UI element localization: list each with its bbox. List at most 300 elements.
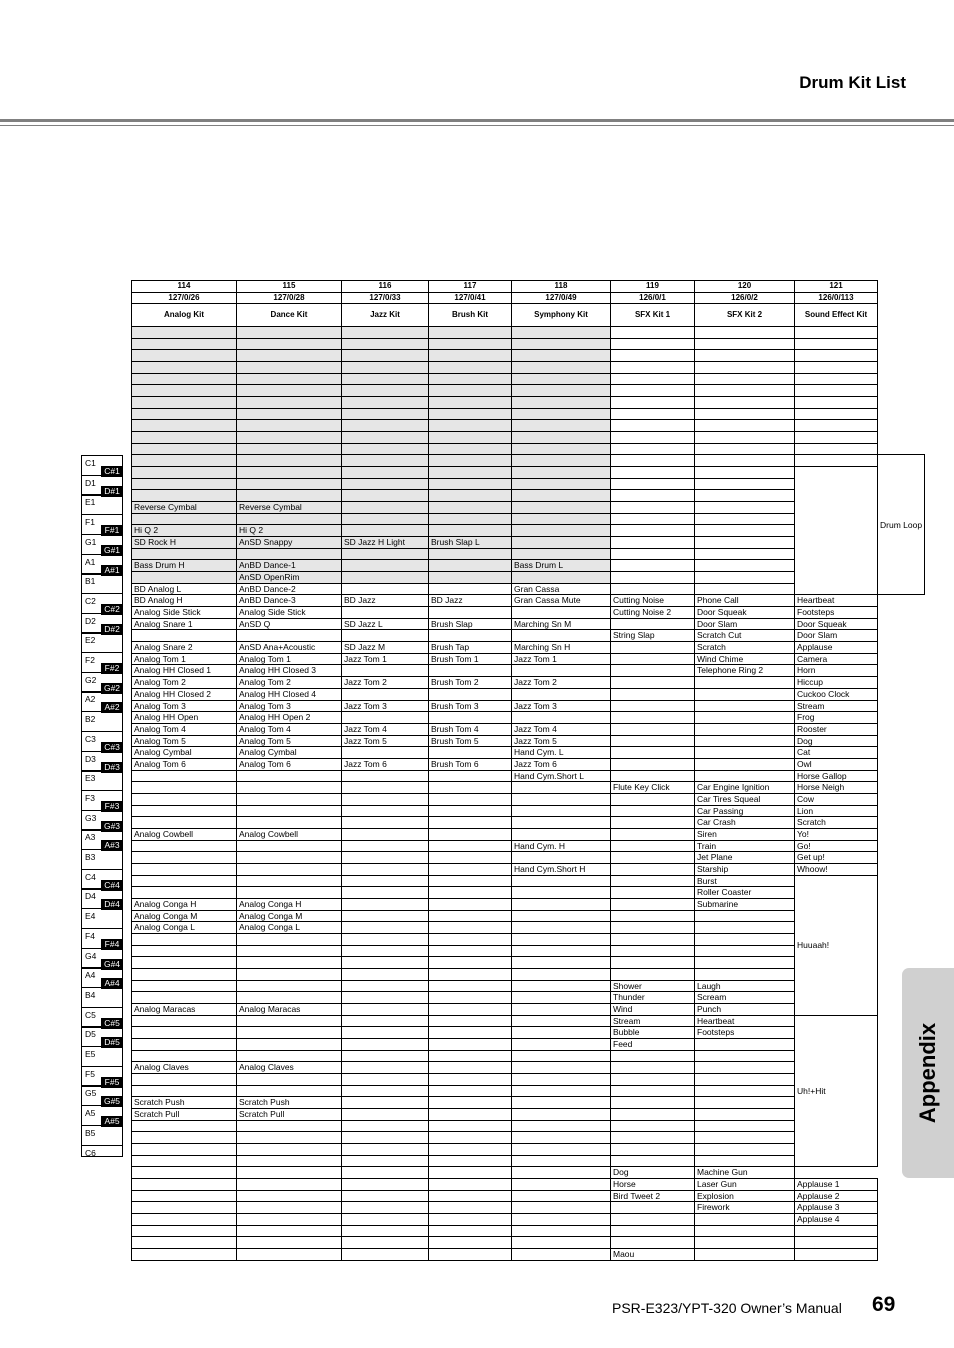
- table-cell: [695, 478, 795, 490]
- table-cell: [611, 945, 695, 957]
- table-cell: [429, 607, 512, 619]
- table-cell: [429, 1097, 512, 1109]
- table-cell: [795, 1225, 878, 1237]
- table-cell: [132, 548, 237, 560]
- table-cell: [237, 455, 342, 467]
- table-cell: [695, 572, 795, 584]
- table-cell: Analog Tom 2: [132, 677, 237, 689]
- table-cell: [429, 572, 512, 584]
- table-cell: [611, 397, 695, 409]
- table-row: [132, 828, 925, 840]
- table-cell: [429, 513, 512, 525]
- white-key: C3: [81, 731, 123, 752]
- header-cell: 121: [795, 281, 878, 293]
- table-cell: [429, 817, 512, 829]
- table-row: [132, 560, 925, 572]
- table-cell: [429, 1190, 512, 1202]
- table-cell: [342, 1109, 429, 1121]
- table-cell: Brush Tom 2: [429, 677, 512, 689]
- table-cell: Analog Cowbell: [132, 828, 237, 840]
- table-row: [132, 630, 925, 642]
- table-row: [132, 548, 925, 560]
- table-cell: [342, 490, 429, 502]
- table-cell: [512, 490, 611, 502]
- table-cell: Yo!: [795, 828, 878, 840]
- table-cell: [695, 968, 795, 980]
- table-cell: [795, 455, 878, 467]
- table-cell: [512, 1038, 611, 1050]
- table-cell: [695, 338, 795, 350]
- table-cell: [611, 723, 695, 735]
- table-cell: Applause: [795, 642, 878, 654]
- table-cell: [342, 1003, 429, 1015]
- table-cell: [237, 443, 342, 455]
- table-cell: Laser Gun: [695, 1179, 795, 1191]
- table-cell: [429, 957, 512, 969]
- table-cell: [695, 712, 795, 724]
- table-cell: [429, 1225, 512, 1237]
- table-cell: [342, 1249, 429, 1261]
- table-cell: [611, 852, 695, 864]
- table-cell: [695, 723, 795, 735]
- table-cell: [611, 548, 695, 560]
- table-cell: [132, 373, 237, 385]
- table-cell: [512, 572, 611, 584]
- table-cell: [611, 712, 695, 724]
- table-cell: [342, 1027, 429, 1039]
- table-cell: Stream: [611, 1015, 695, 1027]
- table-cell: [132, 840, 237, 852]
- table-cell: [512, 525, 611, 537]
- table-cell: Shower: [611, 980, 695, 992]
- table-cell: [512, 980, 611, 992]
- table-row: [132, 665, 925, 677]
- table-cell: [429, 992, 512, 1004]
- table-cell: [132, 1120, 237, 1132]
- table-cell: [429, 490, 512, 502]
- table-cell: Analog HH Closed 1: [132, 665, 237, 677]
- table-cell: Cutting Noise: [611, 595, 695, 607]
- table-cell: [611, 583, 695, 595]
- table-cell: [695, 1237, 795, 1249]
- table-cell: [429, 373, 512, 385]
- table-cell: [429, 712, 512, 724]
- table-cell: [237, 1015, 342, 1027]
- table-cell: [342, 957, 429, 969]
- table-cell: [512, 373, 611, 385]
- table-cell: [429, 1003, 512, 1015]
- table-cell: BD Analog L: [132, 583, 237, 595]
- table-cell: [795, 385, 878, 397]
- table-cell: [237, 770, 342, 782]
- table-cell: [611, 1074, 695, 1086]
- table-cell: [342, 1190, 429, 1202]
- table-cell: [429, 793, 512, 805]
- table-cell: [342, 945, 429, 957]
- table-cell: [512, 1109, 611, 1121]
- table-cell: [342, 688, 429, 700]
- table-row: [132, 1179, 925, 1191]
- table-row: [132, 572, 925, 584]
- table-cell: Marching Sn M: [512, 618, 611, 630]
- table-cell: [695, 385, 795, 397]
- table-cell: [611, 653, 695, 665]
- table-row: [132, 408, 925, 420]
- table-cell: Wind Chime: [695, 653, 795, 665]
- table-cell: Hand Cym. L: [512, 747, 611, 759]
- table-cell: [512, 607, 611, 619]
- white-key: E3: [81, 770, 123, 791]
- table-cell: [512, 630, 611, 642]
- table-cell: [342, 1097, 429, 1109]
- table-cell: Jazz Tom 4: [512, 723, 611, 735]
- table-cell: [512, 793, 611, 805]
- table-cell: [429, 828, 512, 840]
- table-cell: [695, 957, 795, 969]
- table-cell: [237, 782, 342, 794]
- table-cell: [695, 548, 795, 560]
- table-cell: Hi Q 2: [237, 525, 342, 537]
- table-cell: [132, 350, 237, 362]
- table-cell: [342, 1155, 429, 1167]
- table-cell: [342, 607, 429, 619]
- table-cell: [429, 338, 512, 350]
- table-cell: [512, 408, 611, 420]
- table-cell: [795, 408, 878, 420]
- table-cell: [342, 373, 429, 385]
- table-cell: [237, 420, 342, 432]
- table-cell: [237, 863, 342, 875]
- white-key: D4: [81, 888, 123, 909]
- table-cell: SD Jazz L: [342, 618, 429, 630]
- table-cell: Hand Cym.Short L: [512, 770, 611, 782]
- table-cell: [512, 1202, 611, 1214]
- table-cell: [429, 350, 512, 362]
- appendix-tab: [902, 968, 954, 1178]
- table-cell: Car Passing: [695, 805, 795, 817]
- header-cell: Jazz Kit: [342, 304, 429, 327]
- table-cell: [342, 898, 429, 910]
- table-cell: [512, 350, 611, 362]
- table-cell: Maou: [611, 1249, 695, 1261]
- table-cell: Scratch Push: [132, 1097, 237, 1109]
- header-cell: 118: [512, 281, 611, 293]
- header-cell: Dance Kit: [237, 304, 342, 327]
- table-cell: [342, 1167, 429, 1179]
- table-cell: [512, 1050, 611, 1062]
- table-cell: [132, 362, 237, 374]
- table-cell: [132, 1214, 237, 1226]
- table-cell: [132, 1027, 237, 1039]
- table-cell: BD Analog H: [132, 595, 237, 607]
- table-cell: [611, 957, 695, 969]
- white-key: B3: [81, 849, 123, 870]
- table-cell: [512, 898, 611, 910]
- table-cell: [237, 1050, 342, 1062]
- table-cell: [342, 408, 429, 420]
- table-cell: [611, 875, 695, 887]
- table-cell: [611, 1062, 695, 1074]
- table-cell: [611, 700, 695, 712]
- table-header-row: [132, 304, 925, 327]
- black-key: F#5: [101, 1077, 123, 1088]
- header-cell: 126/0/113: [795, 292, 878, 304]
- table-cell: Hand Cym.Short H: [512, 863, 611, 875]
- table-cell: [132, 817, 237, 829]
- table-cell: [611, 665, 695, 677]
- table-cell: [695, 1120, 795, 1132]
- table-cell: [512, 1237, 611, 1249]
- table-cell: [132, 455, 237, 467]
- table-cell: [611, 910, 695, 922]
- table-cell: [132, 992, 237, 1004]
- white-key: E1: [81, 494, 123, 515]
- table-cell: [695, 758, 795, 770]
- table-cell: Feed: [611, 1038, 695, 1050]
- table-cell: Brush Slap L: [429, 537, 512, 549]
- table-cell: [237, 373, 342, 385]
- table-cell: [611, 1085, 695, 1097]
- table-cell: [512, 968, 611, 980]
- table-cell: [429, 1015, 512, 1027]
- table-cell: [132, 1202, 237, 1214]
- header-cell: 114: [132, 281, 237, 293]
- table-cell: [342, 548, 429, 560]
- white-key: A1: [81, 554, 123, 575]
- white-key: D1: [81, 475, 123, 496]
- table-row: [132, 525, 925, 537]
- table-cell: [429, 1132, 512, 1144]
- black-key: G#4: [101, 959, 123, 970]
- black-key: C#2: [101, 604, 123, 615]
- table-cell: Analog Tom 6: [237, 758, 342, 770]
- table-cell: [342, 1074, 429, 1086]
- table-cell: [429, 432, 512, 444]
- header-cell: 127/0/49: [512, 292, 611, 304]
- table-cell: [512, 1074, 611, 1086]
- table-cell: [132, 793, 237, 805]
- white-key: G3: [81, 810, 123, 831]
- table-cell: [237, 350, 342, 362]
- white-key: A3: [81, 829, 123, 850]
- white-key: F4: [81, 928, 123, 949]
- table-cell: [429, 1120, 512, 1132]
- table-row: [132, 1190, 925, 1202]
- table-row: [132, 373, 925, 385]
- table-cell: [237, 362, 342, 374]
- table-cell: [429, 1179, 512, 1191]
- table-cell: Reverse Cymbal: [237, 502, 342, 514]
- table-cell: Analog Side Stick: [132, 607, 237, 619]
- table-cell: [342, 887, 429, 899]
- table-cell: [132, 420, 237, 432]
- table-cell: Footsteps: [795, 607, 878, 619]
- table-cell: Hiccup: [795, 677, 878, 689]
- table-cell: [342, 992, 429, 1004]
- table-cell: Analog Tom 2: [237, 677, 342, 689]
- black-key: G#3: [101, 821, 123, 832]
- table-cell: [611, 338, 695, 350]
- table-cell: Brush Tom 5: [429, 735, 512, 747]
- table-cell: [429, 1062, 512, 1074]
- table-cell: [611, 467, 695, 479]
- table-cell: Analog Snare 2: [132, 642, 237, 654]
- table-cell: [611, 1120, 695, 1132]
- table-row: [132, 875, 925, 887]
- table-cell: [342, 572, 429, 584]
- header-cell: Symphony Kit: [512, 304, 611, 327]
- header-rule-thin: [0, 125, 954, 126]
- white-key: C2: [81, 593, 123, 614]
- header-rule: [0, 119, 954, 122]
- table-cell: [611, 408, 695, 420]
- keyboard-diagram: [81, 455, 124, 1164]
- table-cell: [512, 688, 611, 700]
- table-cell: [695, 1249, 795, 1261]
- table-cell: [342, 1237, 429, 1249]
- table-cell: [611, 373, 695, 385]
- table-cell: Submarine: [695, 898, 795, 910]
- table-cell: [237, 548, 342, 560]
- table-cell: [237, 793, 342, 805]
- table-row: [132, 747, 925, 759]
- table-cell: [611, 735, 695, 747]
- table-cell: Brush Tom 1: [429, 653, 512, 665]
- table-cell: [429, 980, 512, 992]
- table-cell: [237, 397, 342, 409]
- table-row: [132, 642, 925, 654]
- black-key: F#3: [101, 801, 123, 812]
- table-cell: [429, 385, 512, 397]
- white-key: D5: [81, 1026, 123, 1047]
- white-key: F2: [81, 652, 123, 673]
- table-cell: [132, 863, 237, 875]
- table-cell: [342, 817, 429, 829]
- header-cell: 127/0/28: [237, 292, 342, 304]
- table-cell: [342, 478, 429, 490]
- black-key: D#4: [101, 899, 123, 910]
- table-cell: [342, 712, 429, 724]
- table-cell: [611, 432, 695, 444]
- table-cell: Analog Conga L: [237, 922, 342, 934]
- table-cell: Jazz Tom 6: [512, 758, 611, 770]
- table-cell: [512, 467, 611, 479]
- table-cell: Door Squeak: [695, 607, 795, 619]
- table-cell: [611, 688, 695, 700]
- table-cell: [695, 502, 795, 514]
- table-cell: [429, 770, 512, 782]
- table-cell: [237, 1237, 342, 1249]
- table-row: [132, 583, 925, 595]
- header-cell: Brush Kit: [429, 304, 512, 327]
- appendix-tab-label: Appendix: [915, 1022, 940, 1124]
- table-cell: [132, 782, 237, 794]
- table-cell: Stream: [795, 700, 878, 712]
- table-cell: [429, 898, 512, 910]
- table-cell: [237, 1144, 342, 1156]
- table-cell: [132, 490, 237, 502]
- table-cell: [132, 1144, 237, 1156]
- table-cell: [237, 327, 342, 339]
- table-row: [132, 420, 925, 432]
- table-cell: [429, 852, 512, 864]
- table-cell: [342, 852, 429, 864]
- table-cell: [132, 1050, 237, 1062]
- table-cell: Bubble: [611, 1027, 695, 1039]
- table-cell: [795, 443, 878, 455]
- table-cell: [795, 432, 878, 444]
- merged-cell: Huuaah!: [795, 875, 878, 1015]
- white-key: A5: [81, 1105, 123, 1126]
- table-row: [132, 502, 925, 514]
- table-cell: Jazz Tom 5: [512, 735, 611, 747]
- table-cell: [695, 1038, 795, 1050]
- table-cell: AnBD Dance-2: [237, 583, 342, 595]
- table-cell: [429, 1109, 512, 1121]
- table-header-row: [132, 281, 925, 293]
- table-cell: [512, 327, 611, 339]
- table-cell: [342, 1085, 429, 1097]
- table-cell: [429, 1074, 512, 1086]
- table-cell: Scratch Pull: [237, 1109, 342, 1121]
- table-cell: [342, 840, 429, 852]
- table-cell: [611, 805, 695, 817]
- table-cell: [512, 1027, 611, 1039]
- table-cell: Brush Tap: [429, 642, 512, 654]
- table-cell: [237, 1167, 342, 1179]
- black-key: G#2: [101, 683, 123, 694]
- table-cell: [237, 1085, 342, 1097]
- table-cell: [695, 1050, 795, 1062]
- table-cell: BD Jazz: [429, 595, 512, 607]
- table-cell: Scratch: [695, 642, 795, 654]
- table-cell: [695, 513, 795, 525]
- table-row: [132, 537, 925, 549]
- table-cell: [429, 583, 512, 595]
- table-cell: [429, 1050, 512, 1062]
- table-cell: [429, 968, 512, 980]
- table-cell: SD Jazz M: [342, 642, 429, 654]
- table-cell: Analog Claves: [132, 1062, 237, 1074]
- table-cell: [342, 793, 429, 805]
- table-cell: Cutting Noise 2: [611, 607, 695, 619]
- table-cell: [512, 548, 611, 560]
- table-row: [132, 1202, 925, 1214]
- table-cell: [695, 945, 795, 957]
- table-cell: [342, 467, 429, 479]
- table-cell: Hi Q 2: [132, 525, 237, 537]
- table-cell: [237, 945, 342, 957]
- table-cell: Train: [695, 840, 795, 852]
- table-cell: [611, 887, 695, 899]
- table-cell: [512, 1120, 611, 1132]
- table-cell: [695, 1144, 795, 1156]
- table-cell: [342, 933, 429, 945]
- table-cell: [429, 665, 512, 677]
- table-cell: [429, 455, 512, 467]
- table-cell: [237, 1027, 342, 1039]
- table-cell: Bass Drum L: [512, 560, 611, 572]
- table-cell: Scratch Cut: [695, 630, 795, 642]
- table-cell: [237, 513, 342, 525]
- table-cell: [512, 1190, 611, 1202]
- table-row: [132, 840, 925, 852]
- table-cell: [429, 1038, 512, 1050]
- table-cell: Burst: [695, 875, 795, 887]
- table-cell: [695, 1074, 795, 1086]
- table-cell: [132, 443, 237, 455]
- table-cell: [695, 922, 795, 934]
